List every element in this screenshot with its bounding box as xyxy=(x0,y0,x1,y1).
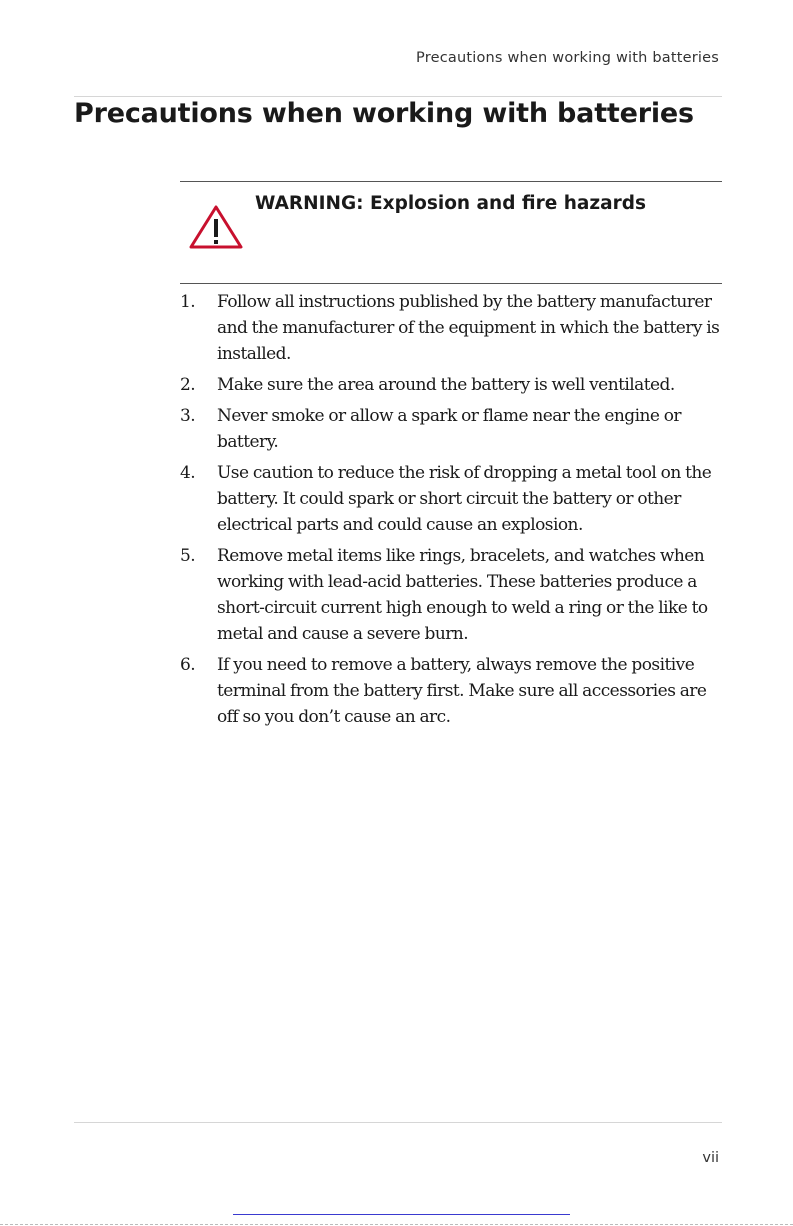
step-number: 3. xyxy=(180,406,196,426)
warning-triangle-icon xyxy=(188,204,244,250)
warning-title: WARNING: Explosion and fire hazards xyxy=(255,193,646,214)
warning-box xyxy=(180,181,722,284)
header-divider xyxy=(74,96,722,97)
footer-divider xyxy=(74,1122,722,1123)
list-item xyxy=(175,372,723,398)
list-item xyxy=(175,460,723,538)
step-number: 1. xyxy=(180,292,196,312)
link-underline xyxy=(233,1214,570,1216)
precaution-list xyxy=(175,289,723,735)
page-number: vii xyxy=(702,1150,719,1166)
step-number: 5. xyxy=(180,546,196,566)
step-text: Use caution to reduce the risk of dropping a metal tool on the battery. It could spark or short circuit the battery or other electrical parts and could cause an explosion. xyxy=(217,463,712,535)
step-text: If you need to remove a battery, always remove the positive terminal from the battery first. Make sure all accessories are off so you don’t cause an arc. xyxy=(217,655,707,727)
step-text: Make sure the area around the battery is well ventilated. xyxy=(217,375,675,395)
step-number: 2. xyxy=(180,375,196,395)
step-text: Never smoke or allow a spark or flame near the engine or battery. xyxy=(217,406,681,452)
list-item xyxy=(175,403,723,455)
step-text: Remove metal items like rings, bracelets, and watches when working with lead-acid batteries. These batteries produce a short-circuit current high enough to weld a ring or the like to metal and cause a severe burn. xyxy=(217,546,708,644)
list-item xyxy=(175,652,723,730)
running-header: Precautions when working with batteries xyxy=(416,50,719,66)
list-item xyxy=(175,289,723,367)
list-item xyxy=(175,543,723,647)
step-number: 6. xyxy=(180,655,196,675)
step-number: 4. xyxy=(180,463,196,483)
page-title: Precautions when working with batteries xyxy=(74,98,694,129)
step-text: Follow all instructions published by the battery manufacturer and the manufacturer of the equipment in which the battery is installed. xyxy=(217,292,720,364)
